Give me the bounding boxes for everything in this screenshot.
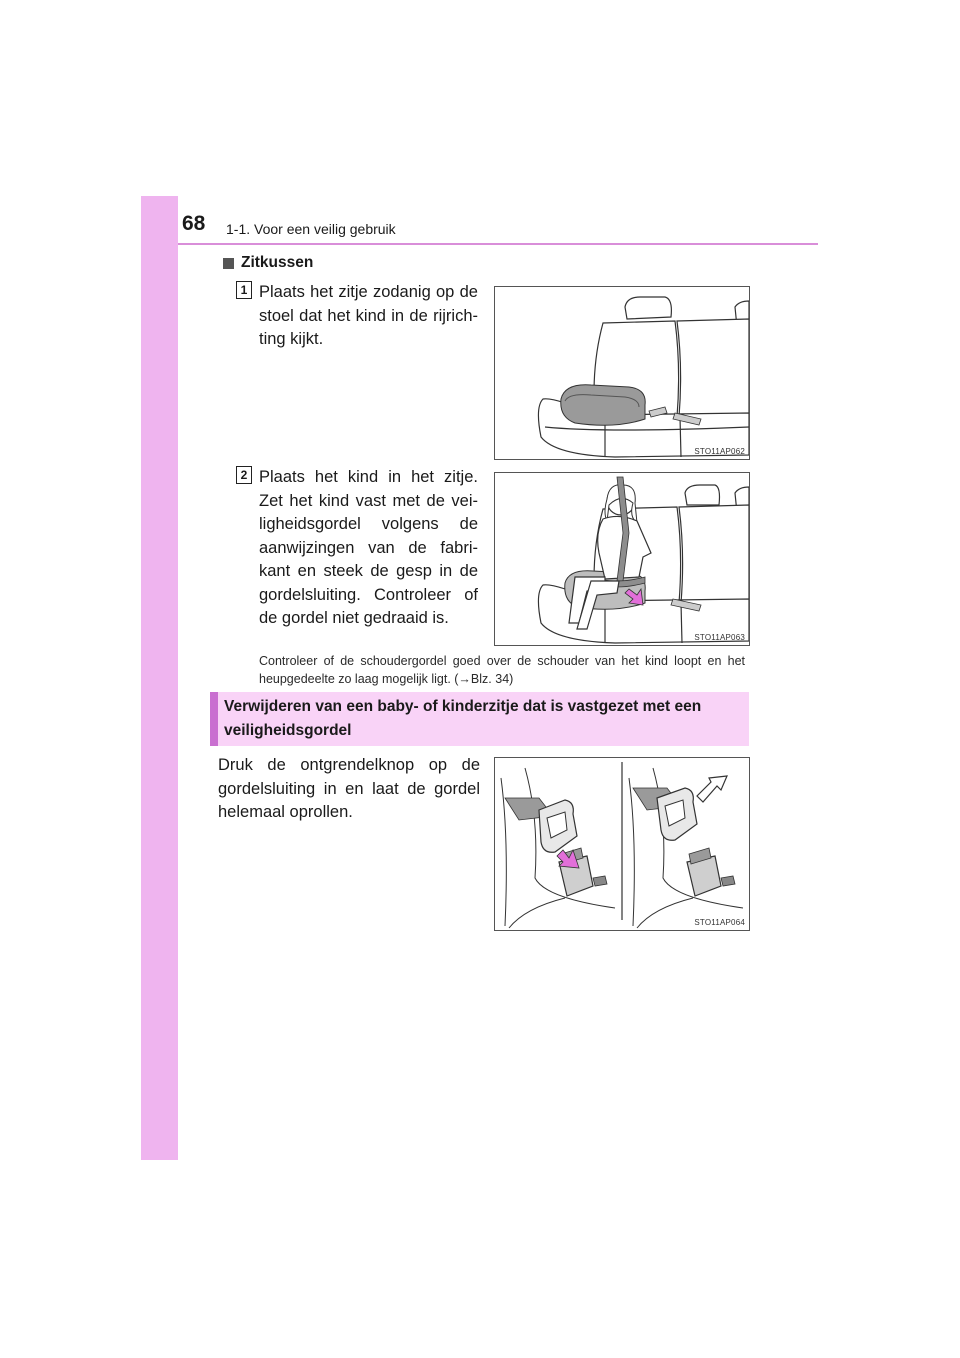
header-rule — [178, 243, 818, 245]
figure-child-in-booster — [494, 472, 750, 646]
step-number-1: 1 — [236, 281, 252, 299]
side-band — [141, 196, 178, 1160]
figure-code: STO11AP064 — [694, 918, 745, 927]
figure-booster-seat — [494, 286, 750, 460]
figure-code: STO11AP063 — [694, 633, 745, 642]
booster-seat-illustration — [495, 287, 749, 459]
topic-heading-bar — [210, 692, 749, 746]
buckle-release-illustration — [495, 758, 749, 930]
topic-accent — [210, 692, 218, 746]
topic-title: Verwijderen van een baby- of kinderzitje dat is vastgezet met een veiligheidsgordel — [224, 698, 702, 739]
square-bullet-icon — [223, 258, 234, 269]
note-text: Controleer of de schoudergordel goed over de schouder van het kind loopt en het heupgedeelte zo laag mogelijk ligt. (→Blz. 34) — [259, 654, 745, 686]
page-number: 68 — [182, 212, 206, 235]
figure-buckle-release — [494, 757, 750, 931]
step-2-text: Plaats het kind in het zitje. Zet het kind vast met de vei- ligheidsgordel volgens de aanwijzingen van de fabri- kant en steek de gesp in de gordelsluiting. Controleer of de gordel niet gedraaid is. — [259, 468, 478, 627]
section-title: Zitkussen — [241, 254, 314, 271]
figure-code: STO11AP062 — [694, 447, 745, 456]
child-in-booster-illustration — [495, 473, 749, 645]
topic-text: Druk de ontgrendelknop op de gordelsluiting in en laat de gordel helemaal oprollen. — [218, 756, 480, 821]
step-1-text: Plaats het zitje zodanig op de stoel dat het kind in de rijrich- ting kijkt. — [259, 283, 478, 348]
step-number-2: 2 — [236, 466, 252, 484]
section-heading — [223, 254, 313, 272]
chapter-title: 1-1. Voor een veilig gebruik — [226, 221, 396, 237]
